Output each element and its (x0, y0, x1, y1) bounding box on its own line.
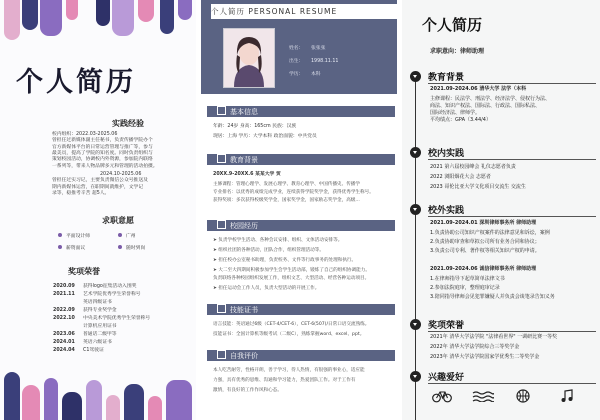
section-header-campus: 校内实践 (410, 146, 596, 158)
basic-row: 现居：上海 学历：大学本科 政治面貌：中共党员 (213, 134, 317, 139)
info-degree: 学历： 本科 (289, 72, 321, 77)
intent-option: 广州 (126, 234, 136, 239)
decor-bar (62, 392, 82, 420)
decor-bar (148, 396, 162, 420)
info-birth: 出生： 1998.11.11 (289, 59, 339, 64)
basic-row: 年龄：24岁 身高：165cm 民族：汉族 (213, 124, 297, 129)
education-line: 专业排名：以优秀的成绩完成学业，连续获得学院奖学金，获得优秀学生称号。 (213, 190, 374, 195)
decor-bar (40, 0, 62, 36)
campus-line: 负责联络各种校园组织发展工作，组织文艺、大型活动、经营各种运动项目。 (213, 276, 370, 281)
section-header-education: 教育背景 (207, 154, 395, 165)
award-item: 2022.09 获得专业奖学金 (53, 308, 117, 313)
outside-line: 3.陪同指导律师会见犯罪嫌疑人并负责会谈笔录告知义务 (430, 294, 555, 300)
person-icon (217, 350, 226, 359)
award-item: 2020.09 获得logo征集活动入围奖 (53, 284, 137, 289)
experience-date: 2024.10-2025.06 (100, 172, 142, 177)
campus-row: 2023 哥伦比亚大学文化项目交流生 交流生 (430, 184, 526, 190)
resume-template-1[interactable] (0, 0, 196, 420)
outside-line: 3.负责公司专利、著作权等相关知识产权的申请。 (430, 248, 540, 254)
chevron-down-icon (410, 371, 421, 382)
award-item: 英语四级证书 (83, 300, 112, 305)
skills-line: 技能证书：全国计算机等级考试（二级C），熟练掌握word、excel、ppt。 (213, 332, 365, 337)
award-item: 2024.04 C1驾驶证 (53, 348, 104, 353)
education-line: 商法、知识产权法、国际法、行政法、国际私法、 (430, 103, 541, 109)
decor-bar (112, 0, 134, 36)
certificate-icon (217, 304, 226, 313)
resume-template-3[interactable] (402, 0, 600, 420)
campus-row: 2022 浏阳烟花大会 志愿者 (430, 174, 491, 180)
intent-heading: 求职意愿 (102, 216, 134, 225)
self-line: 力强，具有优秀的思维、沟通和学习能力，热爱团队工作。对于工作有 (213, 378, 356, 383)
award-row: 2023年 清华大学法学院国家学优秀生二等奖学金 (430, 354, 540, 360)
decor-bar (66, 0, 78, 20)
timeline-line (415, 72, 416, 420)
decor-bar (4, 372, 20, 420)
education-row: 2021.09-2024.06 清华大学 法学（本科 (430, 86, 527, 92)
outside-line: 2.参加法院庭审，整理庭审记录 (430, 285, 500, 291)
section-header-self: 自我评价 (207, 350, 395, 361)
award-item: 2021.11 艺术学院优秀学生荣誉称号 (53, 292, 141, 297)
section-header-outside: 校外实践 (410, 203, 596, 215)
section-header-skills: 技能证书 (207, 304, 395, 315)
section-header-campus: 校园经历 (207, 220, 395, 231)
outside-line: 1.在律师指导下起草简单法律文书 (430, 276, 505, 282)
experience-line: 期内新媒体运营，在职期间就维护，文学记 (52, 184, 144, 190)
award-item: 计算机应用证书 (83, 324, 117, 329)
decor-bar (106, 395, 120, 420)
experience-line: 录等，稳推考辛苦 超5人。 (52, 190, 110, 196)
campus-line: ➤ 大二至大四期间积极参加学生会学生活动部，锻炼了自己的组织协调能力。 (213, 268, 370, 273)
experience-line: 曾担任过新媒体副主任秘书，负责传播学院办个 (52, 138, 153, 144)
skills-line: 语言技能：英语通过6级（CET-4/CET-6），CET-6(507)/日常口语交流熟练。 (213, 322, 370, 327)
bullet-icon (58, 245, 62, 249)
decor-bar (166, 380, 192, 420)
chevron-down-icon (410, 71, 421, 82)
decor-bar (178, 0, 192, 20)
flag-icon (217, 220, 226, 229)
decor-bar (124, 384, 144, 420)
resume-title: 个人简历 (16, 67, 136, 98)
outside-row: 2021.09-2024.06 诚信律师事务所 律师助理 (430, 266, 537, 272)
decor-bar (22, 385, 40, 420)
chevron-down-icon (410, 147, 421, 158)
book-icon (217, 154, 226, 163)
campus-row: 2021 第六届校园峰会 礼仪志愿者负责 (430, 164, 516, 170)
section-header-hobby: 兴趣爱好 (410, 370, 596, 382)
chevron-down-icon (410, 204, 421, 215)
intent-option: 随时到岗 (126, 246, 146, 251)
experience-line: 校内组织：2022.03-2025.06 (52, 132, 118, 137)
experience-line: 曾担任过实习记，主要负责微信公众号推送及 (52, 178, 148, 184)
decor-bar (4, 0, 20, 40)
self-line: 激情，有良好的工作作风和心态。 (213, 388, 282, 393)
experience-line: 官方新媒体平台的日常运营管理与推广等，参与 (52, 144, 153, 150)
award-item: 2024.01 英语六级证书 (53, 340, 112, 345)
user-icon (217, 106, 226, 115)
education-line: 获得奖项：多次获得校级奖学金，国家奖学金，国家励志奖学金，高级... (213, 198, 360, 203)
decor-bar (138, 0, 154, 22)
bullet-icon (118, 233, 122, 237)
resume-title: 个人简历 (422, 16, 483, 34)
self-line: 本人吃苦耐劳，性格开朗，善于学习，待人热情，有很强的事业心，适应能 (213, 368, 365, 373)
section-header-basic: 基本信息 (207, 106, 395, 117)
experience-line: 一系列等，带来人物品牌多元和管理的活动拍摄。 (52, 163, 158, 169)
info-name: 姓名： 张张张 (289, 46, 326, 51)
decor-bar (86, 380, 102, 420)
outside-line: 2.负责协助审查和草拟公司所有业务合同和协议； (430, 239, 540, 245)
decor-bar (22, 0, 38, 30)
award-row: 2022年 清华大学法学院综合三等奖学金 (430, 344, 520, 350)
section-header-education: 教育背景 (410, 70, 596, 82)
campus-line: ➤ 组织社团的各种活动，团队合作，组织管理活动等。 (213, 248, 324, 253)
awards-heading: 奖项荣誉 (68, 267, 100, 276)
job-intent: 求职意向：律师助理 (430, 48, 485, 55)
profile-photo (223, 28, 275, 88)
education-line: 主修课程：民法学、刑法学、经济法学、侵权行为法、 (430, 96, 551, 102)
outside-line: 1.负责协助公司知识产权案件的法律意见和诉讼，案例 (430, 230, 550, 236)
award-row: 2021年 清华大学法学院 "法律看世界" 一调研比赛一等奖 (430, 334, 558, 340)
campus-line: ➤ 负责学校学生活动、各种会议安排、组织、文体活动安排等。 (213, 238, 343, 243)
decor-bar (160, 0, 174, 34)
education-line: 平均绩点：GPA（3.44/4） (430, 117, 491, 123)
award-item: 2022.10 中央美术学院优秀学生荣誉称号 (53, 316, 151, 321)
experience-heading: 实践经验 (112, 119, 144, 128)
experience-line: 策划校园活动，协调校内外资源，参加院内联络 (52, 157, 153, 163)
chevron-down-icon (410, 319, 421, 330)
decor-bar (96, 0, 110, 26)
intent-option: 薪资面议 (66, 246, 86, 251)
bullet-icon (118, 245, 122, 249)
education-school-row: 20XX.9-20XX.6 某某大学 贸 (213, 172, 281, 177)
decor-bar (44, 378, 58, 420)
resume-header-title: 个人简历 PERSONAL RESUME (211, 4, 397, 19)
basketball-icon (516, 389, 530, 403)
section-header-awards: 奖项荣誉 (410, 318, 596, 330)
resume-template-2[interactable] (201, 0, 397, 420)
education-line: 国际经济法、律师学。 (430, 110, 481, 116)
bicycle-icon (432, 389, 452, 403)
experience-line: 最美员，提高了学院的知名度。同时负责组织与 (52, 150, 153, 156)
outside-row: 2021.09-2024.01 深圳律师事务所 律师助理 (430, 220, 537, 226)
campus-line: ➤ 担任校办公室秘书助理，负责校务、文件等行政事务的处理和执行。 (213, 258, 357, 263)
intent-option: 平面设计师 (66, 234, 90, 239)
education-line: 主修课程：管理心理学、发展心理学、教育心理学、中国传播史、传播学 (213, 182, 361, 187)
campus-line: ➤ 担任运动会工作人员，负责大型活动的开展工作。 (213, 286, 320, 291)
swimming-icon (472, 390, 494, 402)
award-item: 2023.06 普通话二级甲等 (53, 332, 117, 337)
music-icon (560, 389, 574, 403)
bullet-icon (58, 233, 62, 237)
